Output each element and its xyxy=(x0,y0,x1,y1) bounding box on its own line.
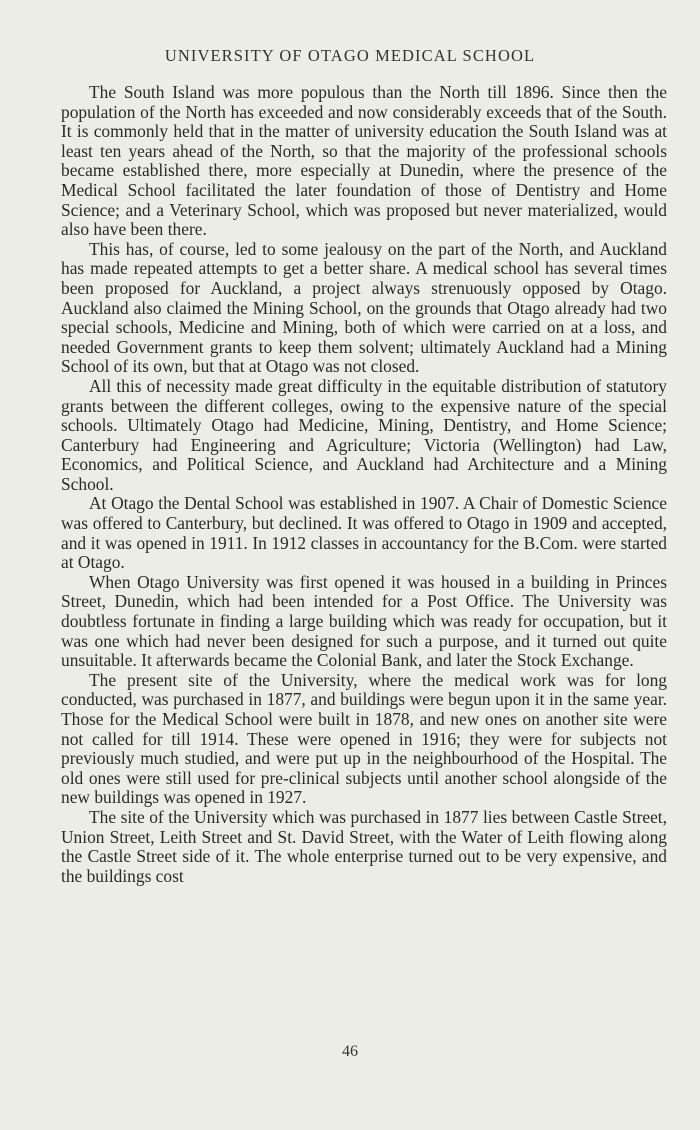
page-number: 46 xyxy=(342,1043,358,1060)
paragraph: When Otago University was first opened it was housed in a building in Princes Street, Dunedin, which had been intended for a Post Office. The University was doubtless fortunate in finding a large building which was ready for occupation, but it was one which had never been designed for such a purpose, and it turned out quite unsuitable. It afterwards became the Colonial Bank, and later the Stock Exchange. xyxy=(61,571,667,671)
paragraph: The site of the University which was purchased in 1877 lies between Castle Street, Union Street, Leith Street and St. David Street, with the Water of Leith flowing along the Castle Street side of it. The whole enterprise turned out to be very expensive, and the buildings cost xyxy=(61,806,667,886)
paragraph: All this of necessity made great difficulty in the equitable distribution of statutory grants between the different colleges, owing to the expensive nature of the special schools. Ultimately Otago had Medicine, Mining, Dentistry, and Home Science; Canterbury had Engineering and Agriculture; Victoria (Wellington) had Law, Economics, and Political Science, and Auckland had Architecture and a Mining School. xyxy=(61,375,667,494)
paragraph: The South Island was more populous than the North till 1896. Since then the population of the North has exceeded and now considerably exceeds that of the South. It is commonly held that in the matter of university education the South Island was at least ten years ahead of the North, so that the majority of the professional schools became established there, more especially at Dunedin, where the presence of the Medical School facilitated the later foundation of those of Dentistry and Home Science; and a Veterinary School, which was proposed but never materialized, would also have been there. xyxy=(61,82,667,240)
paragraph: At Otago the Dental School was established in 1907. A Chair of Domestic Science was offered to Canterbury, but declined. It was offered to Otago in 1909 and accepted, and it was opened in 1911. In 1912 classes in accountancy for the B.Com. were started at Otago. xyxy=(61,493,667,573)
paragraph: The present site of the University, where the medical work was for long conducted, was purchased in 1877, and buildings were begun upon it in the same year. Those for the Medical School were built in 1878, and new ones on another site were not called for till 1914. These were opened in 1916; they were for subjects not previously much studied, and were put up in the neighbourhood of the Hospital. The old ones were still used for pre-clinical subjects until another school alongside of the new buildings was opened in 1927. xyxy=(61,669,667,808)
running-header: UNIVERSITY OF OTAGO MEDICAL SCHOOL xyxy=(164,46,536,65)
paragraph: This has, of course, led to some jealousy on the part of the North, and Auckland has made repeated attempts to get a better share. A medical school has several times been proposed for Auckland, a project always strenuously opposed by Otago. Auckland also claimed the Mining School, on the grounds that Otago already had two special schools, Medicine and Mining, both of which were carried on at a loss, and needed Government grants to keep them solvent; ultimately Auckland had a Mining School of its own, but that at Otago was not closed. xyxy=(61,238,667,377)
body-text xyxy=(61,83,667,886)
